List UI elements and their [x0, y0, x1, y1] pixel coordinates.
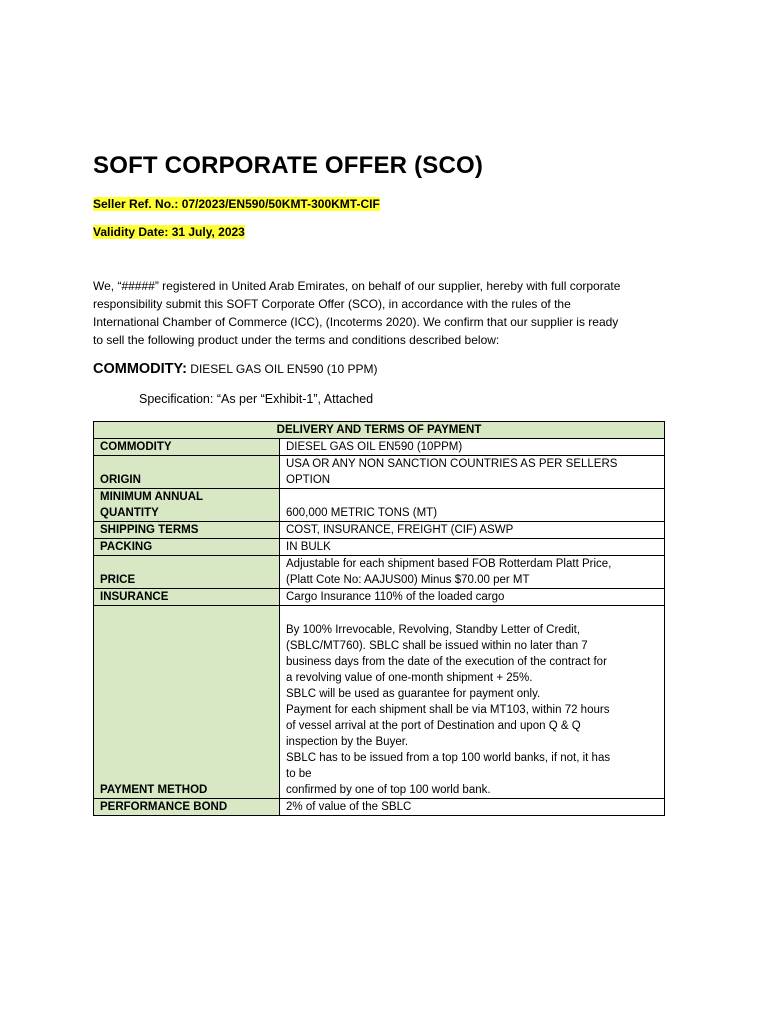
- table-row: [94, 799, 665, 816]
- row-value-line: COST, INSURANCE, FREIGHT (CIF) ASWP: [286, 524, 514, 536]
- row-value-line: IN BULK: [286, 541, 331, 553]
- row-value-line: (Platt Cote No: AAJUS00) Minus $70.00 per MT: [286, 574, 530, 586]
- row-value: [280, 489, 665, 522]
- table-row: [94, 439, 665, 456]
- table-row: [94, 556, 665, 589]
- row-label-line: QUANTITY: [100, 507, 159, 519]
- row-label: PRICE: [94, 556, 280, 589]
- row-value: [280, 439, 665, 456]
- row-value-line: 600,000 METRIC TONS (MT): [286, 507, 438, 519]
- row-label: PACKING: [94, 539, 280, 556]
- table-row: [94, 456, 665, 489]
- row-value-line: confirmed by one of top 100 world bank.: [286, 784, 491, 796]
- row-value-line: Cargo Insurance 110% of the loaded cargo: [286, 591, 505, 603]
- row-value: [280, 606, 665, 799]
- intro-line: We, “#####” registered in United Arab Emirates, on behalf of our supplier, hereby with full corporate: [93, 279, 621, 293]
- row-value: [280, 539, 665, 556]
- row-value-line: SBLC will be used as guarantee for payment only.: [286, 688, 541, 700]
- intro-line: International Chamber of Commerce (ICC), (Incoterms 2020). We confirm that our supplier is ready: [93, 315, 619, 329]
- intro-line: to sell the following product under the terms and conditions described below:: [93, 333, 500, 347]
- seller-ref-line: [93, 197, 380, 211]
- document-title: SOFT CORPORATE OFFER (SCO): [93, 152, 484, 179]
- row-value: [280, 456, 665, 489]
- row-label: PERFORMANCE BOND: [94, 799, 280, 816]
- row-value-line: Adjustable for each shipment based FOB Rotterdam Platt Price,: [286, 558, 612, 570]
- row-value-spacer: [286, 606, 658, 622]
- terms-table: [93, 421, 665, 816]
- row-value-line: business days from the date of the execution of the contract for: [286, 656, 607, 668]
- row-label: [94, 489, 280, 522]
- commodity-heading: [93, 360, 378, 378]
- row-value-line: to be: [286, 768, 312, 780]
- intro-line: responsibility submit this SOFT Corporate Offer (SCO), in accordance with the rules of the: [93, 297, 571, 311]
- validity-line: [93, 225, 245, 239]
- intro-paragraph: [93, 277, 693, 349]
- row-value-line: of vessel arrival at the port of Destination and upon Q & Q: [286, 720, 581, 732]
- commodity-label: COMMODITY:: [93, 361, 187, 377]
- table-row: [94, 606, 665, 799]
- table-header-row: [94, 422, 665, 439]
- row-value-line: SBLC has to be issued from a top 100 world banks, if not, it has: [286, 752, 611, 764]
- row-value-line: USA OR ANY NON SANCTION COUNTRIES AS PER SELLERS: [286, 458, 618, 470]
- table-row: [94, 589, 665, 606]
- row-label: COMMODITY: [94, 439, 280, 456]
- table-header: DELIVERY AND TERMS OF PAYMENT: [94, 422, 665, 439]
- validity-text: Validity Date: 31 July, 2023: [93, 225, 245, 239]
- row-value-line: (SBLC/MT760). SBLC shall be issued within no later than 7: [286, 640, 588, 652]
- row-value-line: Payment for each shipment shall be via MT103, within 72 hours: [286, 704, 610, 716]
- table-row: [94, 522, 665, 539]
- row-label: ORIGIN: [94, 456, 280, 489]
- row-value-line: inspection by the Buyer.: [286, 736, 409, 748]
- commodity-value: DIESEL GAS OIL EN590 (10 PPM): [186, 362, 378, 376]
- row-value-line: By 100% Irrevocable, Revolving, Standby Letter of Credit,: [286, 624, 581, 636]
- row-value-line: a revolving value of one-month shipment + 25%.: [286, 672, 533, 684]
- row-label: INSURANCE: [94, 589, 280, 606]
- row-value: [280, 589, 665, 606]
- row-value: [280, 799, 665, 816]
- row-value-line: DIESEL GAS OIL EN590 (10PPM): [286, 441, 463, 453]
- row-label: SHIPPING TERMS: [94, 522, 280, 539]
- row-value-line: OPTION: [286, 474, 331, 486]
- specification-line: Specification: “As per “Exhibit-1”, Attached: [139, 392, 374, 406]
- row-value: [280, 556, 665, 589]
- row-label-line: MINIMUM ANNUAL: [100, 491, 204, 503]
- row-value-line: 2% of value of the SBLC: [286, 801, 412, 813]
- row-label: PAYMENT METHOD: [94, 606, 280, 799]
- seller-ref-text: Seller Ref. No.: 07/2023/EN590/50KMT-300KMT-CIF: [93, 197, 380, 211]
- table-row: [94, 539, 665, 556]
- row-value: [280, 522, 665, 539]
- table-row: [94, 489, 665, 522]
